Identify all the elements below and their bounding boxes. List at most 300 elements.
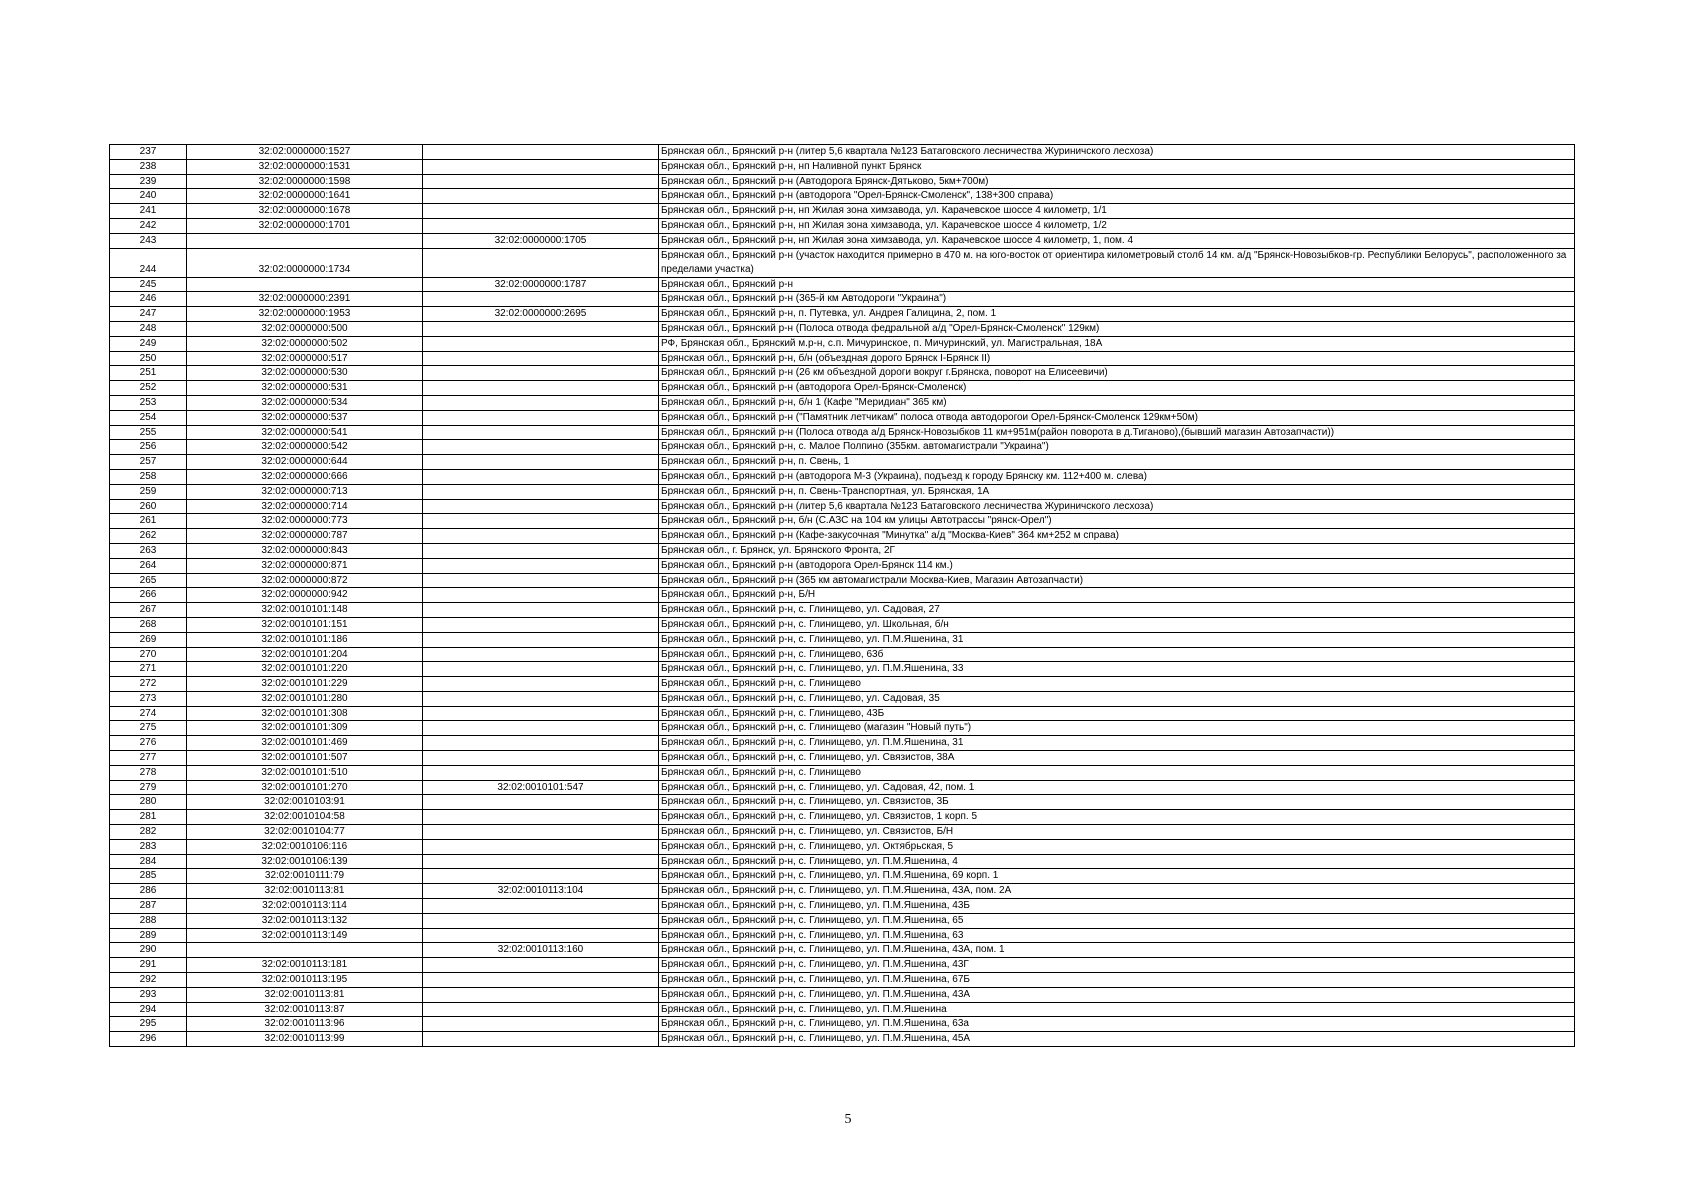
row-number-cell: 249 [110,336,187,351]
address-cell: Брянская обл., Брянский р-н (365-й км Автодороги "Украина") [659,292,1575,307]
table-row [110,884,1575,899]
row-number-cell: 270 [110,647,187,662]
address-cell: Брянская обл., Брянский р-н, с. Глинищево, ул. П.М.Яшенина, 43А, пом. 1 [659,943,1575,958]
table-row [110,987,1575,1002]
row-number-cell: 259 [110,484,187,499]
cadastral-number-cell: 32:02:0010101:280 [187,691,423,706]
linked-cadastral-number-cell [423,765,659,780]
address-cell: Брянская обл., Брянский р-н, б/н (С.АЗС на 104 км улицы Автотрассы "рянск-Орел") [659,514,1575,529]
row-number-cell: 287 [110,899,187,914]
cadastral-number-cell: 32:02:0010106:116 [187,839,423,854]
cadastral-number-cell: 32:02:0010101:469 [187,736,423,751]
table-row [110,218,1575,233]
table-row [110,765,1575,780]
cadastral-number-cell: 32:02:0000000:1953 [187,307,423,322]
cadastral-number-cell: 32:02:0010101:186 [187,632,423,647]
linked-cadastral-number-cell [423,721,659,736]
cadastral-number-cell: 32:02:0000000:644 [187,455,423,470]
address-cell: Брянская обл., Брянский р-н, с. Глинищево (магазин "Новый путь") [659,721,1575,736]
row-number-cell: 241 [110,204,187,219]
linked-cadastral-number-cell [423,854,659,869]
row-number-cell: 248 [110,321,187,336]
address-cell: Брянская обл., Брянский р-н, с. Глинищево, ул. Садовая, 42, пом. 1 [659,780,1575,795]
linked-cadastral-number-cell [423,795,659,810]
address-cell: Брянская обл., Брянский р-н, Б/Н [659,588,1575,603]
cadastral-number-cell: 32:02:0010101:507 [187,751,423,766]
table-row [110,277,1575,292]
address-cell: Брянская обл., Брянский р-н, с. Глинищево, ул. П.М.Яшенина, 4 [659,854,1575,869]
table-row [110,514,1575,529]
address-cell: Брянская обл., г. Брянск, ул. Брянского Фронта, 2Г [659,543,1575,558]
row-number-cell: 286 [110,884,187,899]
address-cell: Брянская обл., Брянский р-н, с. Глинищево [659,765,1575,780]
row-number-cell: 243 [110,233,187,248]
cadastral-number-cell: 32:02:0010113:87 [187,1002,423,1017]
table-row [110,677,1575,692]
cadastral-number-cell: 32:02:0010104:77 [187,825,423,840]
table-row [110,484,1575,499]
row-number-cell: 284 [110,854,187,869]
address-cell: Брянская обл., Брянский р-н, с. Глинищево, ул. Связистов, 38А [659,751,1575,766]
table-row [110,469,1575,484]
row-number-cell: 281 [110,810,187,825]
row-number-cell: 291 [110,958,187,973]
cadastral-number-cell: 32:02:0010101:510 [187,765,423,780]
cadastral-number-cell: 32:02:0010101:220 [187,662,423,677]
table-row [110,632,1575,647]
linked-cadastral-number-cell [423,706,659,721]
row-number-cell: 257 [110,455,187,470]
table-row [110,1017,1575,1032]
row-number-cell: 261 [110,514,187,529]
linked-cadastral-number-cell [423,736,659,751]
address-cell: Брянская обл., Брянский р-н, с. Глинищево, ул. П.М.Яшенина, 67Б [659,973,1575,988]
table-row [110,558,1575,573]
row-number-cell: 273 [110,691,187,706]
table-row [110,366,1575,381]
table-row [110,1002,1575,1017]
linked-cadastral-number-cell [423,529,659,544]
cadastral-number-cell: 32:02:0000000:714 [187,499,423,514]
table-row [110,204,1575,219]
row-number-cell: 280 [110,795,187,810]
address-cell: Брянская обл., Брянский р-н (Полоса отвода федральной а/д "Орел-Брянск-Смоленск" 129км) [659,321,1575,336]
linked-cadastral-number-cell [423,647,659,662]
address-cell: Брянская обл., Брянский р-н, с. Глинищево, 43Б [659,706,1575,721]
table-row [110,603,1575,618]
linked-cadastral-number-cell [423,381,659,396]
cadastral-number-cell: 32:02:0000000:787 [187,529,423,544]
row-number-cell: 258 [110,469,187,484]
address-cell: Брянская обл., Брянский р-н, нп Жилая зона химзавода, ул. Карачевское шоссе 4 километр, 1/1 [659,204,1575,219]
table-row [110,928,1575,943]
row-number-cell: 245 [110,277,187,292]
linked-cadastral-number-cell [423,321,659,336]
row-number-cell: 285 [110,869,187,884]
table-row [110,499,1575,514]
table-row [110,1032,1575,1047]
row-number-cell: 255 [110,425,187,440]
cadastral-number-cell: 32:02:0010101:270 [187,780,423,795]
address-cell: Брянская обл., Брянский р-н, б/н 1 (Кафе "Меридиан" 365 км) [659,395,1575,410]
table-row [110,321,1575,336]
cadastral-number-cell: 32:02:0010113:81 [187,884,423,899]
address-cell: Брянская обл., Брянский р-н, с. Глинищево, 63б [659,647,1575,662]
linked-cadastral-number-cell [423,336,659,351]
table-row [110,751,1575,766]
row-number-cell: 265 [110,573,187,588]
table-row [110,706,1575,721]
cadastral-number-cell: 32:02:0010113:132 [187,913,423,928]
cadastral-number-cell: 32:02:0000000:1734 [187,248,423,277]
linked-cadastral-number-cell [423,603,659,618]
row-number-cell: 294 [110,1002,187,1017]
cadastral-number-cell: 32:02:0000000:843 [187,543,423,558]
address-cell: Брянская обл., Брянский р-н, нп Жилая зона химзавода, ул. Карачевское шоссе 4 километр, 1/2 [659,218,1575,233]
linked-cadastral-number-cell [423,973,659,988]
cadastral-number-cell: 32:02:0000000:1598 [187,174,423,189]
row-number-cell: 288 [110,913,187,928]
table-row [110,159,1575,174]
table-row [110,307,1575,322]
row-number-cell: 262 [110,529,187,544]
row-number-cell: 263 [110,543,187,558]
table-row [110,647,1575,662]
cadastral-number-cell: 32:02:0010104:58 [187,810,423,825]
row-number-cell: 250 [110,351,187,366]
address-cell: Брянская обл., Брянский р-н, с. Глинищево, ул. П.М.Яшенина, 45А [659,1032,1575,1047]
linked-cadastral-number-cell [423,351,659,366]
address-cell: Брянская обл., Брянский р-н ("Памятник летчикам" полоса отвода автодорогои Орел-Брянск-Смоленск 129км+50м) [659,410,1575,425]
linked-cadastral-number-cell: 32:02:0000000:2695 [423,307,659,322]
table-row [110,958,1575,973]
address-cell: Брянская обл., Брянский р-н, с. Глинищево [659,677,1575,692]
address-cell: Брянская обл., Брянский р-н (365 км автомагистрали Москва-Киев, Магазин Автозапчасти) [659,573,1575,588]
address-cell: Брянская обл., Брянский р-н, нп Жилая зона химзавода, ул. Карачевское шоссе 4 километр, 1, пом. 4 [659,233,1575,248]
linked-cadastral-number-cell [423,825,659,840]
address-cell: Брянская обл., Брянский р-н, с. Малое Полпино (355км. автомагистрали "Украина") [659,440,1575,455]
row-number-cell: 283 [110,839,187,854]
linked-cadastral-number-cell [423,204,659,219]
cadastral-number-cell: 32:02:0000000:666 [187,469,423,484]
row-number-cell: 293 [110,987,187,1002]
linked-cadastral-number-cell [423,617,659,632]
table-row [110,351,1575,366]
table-row [110,617,1575,632]
cadastral-number-cell: 32:02:0000000:1701 [187,218,423,233]
table-row [110,440,1575,455]
row-number-cell: 272 [110,677,187,692]
table-row [110,292,1575,307]
cadastral-number-cell: 32:02:0010103:91 [187,795,423,810]
address-cell: Брянская обл., Брянский р-н, п. Свень, 1 [659,455,1575,470]
linked-cadastral-number-cell: 32:02:0000000:1705 [423,233,659,248]
address-cell: Брянская обл., Брянский р-н, с. Глинищево, ул. П.М.Яшенина, 33 [659,662,1575,677]
table-row [110,410,1575,425]
cadastral-number-cell: 32:02:0000000:1641 [187,189,423,204]
address-cell: Брянская обл., Брянский р-н, с. Глинищево, ул. П.М.Яшенина, 69 корп. 1 [659,869,1575,884]
cadastral-number-cell: 32:02:0000000:942 [187,588,423,603]
cadastral-number-cell: 32:02:0010113:149 [187,928,423,943]
address-cell: Брянская обл., Брянский р-н, с. Глинищево, ул. Садовая, 35 [659,691,1575,706]
table-row [110,336,1575,351]
address-cell: Брянская обл., Брянский р-н, нп Наливной пункт Брянск [659,159,1575,174]
linked-cadastral-number-cell [423,543,659,558]
linked-cadastral-number-cell [423,839,659,854]
table-row [110,662,1575,677]
linked-cadastral-number-cell [423,958,659,973]
linked-cadastral-number-cell [423,514,659,529]
address-cell: Брянская обл., Брянский р-н, с. Глинищево, ул. П.М.Яшенина, 65 [659,913,1575,928]
cadastral-number-cell: 32:02:0010113:114 [187,899,423,914]
row-number-cell: 247 [110,307,187,322]
linked-cadastral-number-cell [423,189,659,204]
row-number-cell: 253 [110,395,187,410]
linked-cadastral-number-cell [423,410,659,425]
row-number-cell: 278 [110,765,187,780]
address-cell: Брянская обл., Брянский р-н, с. Глинищево, ул. Школьная, б/н [659,617,1575,632]
cadastral-number-cell: 32:02:0000000:500 [187,321,423,336]
row-number-cell: 269 [110,632,187,647]
linked-cadastral-number-cell [423,174,659,189]
linked-cadastral-number-cell [423,395,659,410]
row-number-cell: 238 [110,159,187,174]
linked-cadastral-number-cell [423,869,659,884]
cadastral-number-cell: 32:02:0000000:534 [187,395,423,410]
table-row [110,691,1575,706]
cadastral-number-cell: 32:02:0010113:81 [187,987,423,1002]
linked-cadastral-number-cell [423,248,659,277]
linked-cadastral-number-cell [423,499,659,514]
table-row [110,189,1575,204]
linked-cadastral-number-cell [423,558,659,573]
cadastral-number-cell: 32:02:0000000:531 [187,381,423,396]
cadastral-number-cell: 32:02:0000000:530 [187,366,423,381]
address-cell: Брянская обл., Брянский р-н, с. Глинищево, ул. П.М.Яшенина, 43А [659,987,1575,1002]
table-row [110,913,1575,928]
linked-cadastral-number-cell [423,573,659,588]
linked-cadastral-number-cell [423,899,659,914]
linked-cadastral-number-cell [423,677,659,692]
cadastral-number-cell: 32:02:0010101:148 [187,603,423,618]
row-number-cell: 275 [110,721,187,736]
address-cell: Брянская обл., Брянский р-н, с. Глинищево, ул. Связистов, 3Б [659,795,1575,810]
table-row [110,233,1575,248]
linked-cadastral-number-cell: 32:02:0010113:104 [423,884,659,899]
table-row [110,869,1575,884]
linked-cadastral-number-cell [423,469,659,484]
address-cell: Брянская обл., Брянский р-н [659,277,1575,292]
row-number-cell: 237 [110,145,187,160]
row-number-cell: 240 [110,189,187,204]
address-cell: Брянская обл., Брянский р-н (литер 5,6 квартала №123 Батаговского лесничества Журиничского лесхоза) [659,145,1575,160]
table-row [110,825,1575,840]
cadastral-number-cell: 32:02:0010113:195 [187,973,423,988]
linked-cadastral-number-cell [423,455,659,470]
row-number-cell: 274 [110,706,187,721]
linked-cadastral-number-cell [423,751,659,766]
address-cell: Брянская обл., Брянский р-н (автодорога Орел-Брянск 114 км.) [659,558,1575,573]
address-cell: Брянская обл., Брянский р-н, п. Свень-Транспортная, ул. Брянская, 1А [659,484,1575,499]
table-body [110,145,1575,1047]
cadastral-number-cell: 32:02:0000000:1678 [187,204,423,219]
row-number-cell: 242 [110,218,187,233]
row-number-cell: 256 [110,440,187,455]
linked-cadastral-number-cell [423,425,659,440]
linked-cadastral-number-cell [423,913,659,928]
cadastral-number-cell: 32:02:0000000:871 [187,558,423,573]
table-row [110,543,1575,558]
cadastral-number-cell: 32:02:0000000:542 [187,440,423,455]
row-number-cell: 290 [110,943,187,958]
row-number-cell: 244 [110,248,187,277]
linked-cadastral-number-cell [423,366,659,381]
table-row [110,588,1575,603]
property-table [109,144,1575,1047]
address-cell: Брянская обл., Брянский р-н (автодорога "Орел-Брянск-Смоленск", 138+300 справа) [659,189,1575,204]
cadastral-number-cell: 32:02:0010101:204 [187,647,423,662]
cadastral-number-cell: 32:02:0000000:1531 [187,159,423,174]
row-number-cell: 266 [110,588,187,603]
address-cell: Брянская обл., Брянский р-н (Автодорога Брянск-Дятьково, 5км+700м) [659,174,1575,189]
linked-cadastral-number-cell [423,440,659,455]
address-cell: Брянская обл., Брянский р-н, с. Глинищево, ул. Садовая, 27 [659,603,1575,618]
address-cell: Брянская обл., Брянский р-н (участок находится примерно в 470 м. на юго-восток от ориентира километровый столб 14 км. а/д "Брянск-Новозыбков-гр. Республики Белорусь", расположенного за пределами участка) [659,248,1575,277]
table-row [110,395,1575,410]
cadastral-number-cell: 32:02:0000000:541 [187,425,423,440]
row-number-cell: 268 [110,617,187,632]
table-row [110,854,1575,869]
address-cell: Брянская обл., Брянский р-н, с. Глинищево, ул. П.М.Яшенина, 31 [659,736,1575,751]
address-cell: Брянская обл., Брянский р-н (автодорога М-3 (Украина), подъезд к городу Брянску км. 112+400 м. слева) [659,469,1575,484]
cadastral-number-cell: 32:02:0000000:872 [187,573,423,588]
table-row [110,573,1575,588]
cadastral-number-cell: 32:02:0000000:713 [187,484,423,499]
table-row [110,145,1575,160]
table-row [110,780,1575,795]
linked-cadastral-number-cell [423,1032,659,1047]
cadastral-number-cell: 32:02:0010101:308 [187,706,423,721]
row-number-cell: 296 [110,1032,187,1047]
linked-cadastral-number-cell: 32:02:0010113:160 [423,943,659,958]
table-row [110,810,1575,825]
linked-cadastral-number-cell [423,484,659,499]
table-row [110,248,1575,277]
linked-cadastral-number-cell [423,588,659,603]
linked-cadastral-number-cell [423,1002,659,1017]
address-cell: Брянская обл., Брянский р-н, с. Глинищево, ул. Связистов, 1 корп. 5 [659,810,1575,825]
table-row [110,381,1575,396]
address-cell: Брянская обл., Брянский р-н, с. Глинищево, ул. П.М.Яшенина [659,1002,1575,1017]
address-cell: Брянская обл., Брянский р-н (литер 5,6 квартала №123 Батаговского лесничества Журиничского лесхоза) [659,499,1575,514]
cadastral-number-cell: 32:02:0000000:502 [187,336,423,351]
linked-cadastral-number-cell [423,810,659,825]
row-number-cell: 277 [110,751,187,766]
table-row [110,455,1575,470]
cadastral-number-cell: 32:02:0010101:309 [187,721,423,736]
linked-cadastral-number-cell [423,292,659,307]
address-cell: Брянская обл., Брянский р-н (Кафе-закусочная "Минутка" а/д "Москва-Киев" 364 км+252 м справа) [659,529,1575,544]
row-number-cell: 264 [110,558,187,573]
cadastral-number-cell: 32:02:0010113:96 [187,1017,423,1032]
address-cell: Брянская обл., Брянский р-н, с. Глинищево, ул. П.М.Яшенина, 63а [659,1017,1575,1032]
linked-cadastral-number-cell [423,662,659,677]
row-number-cell: 271 [110,662,187,677]
row-number-cell: 279 [110,780,187,795]
address-cell: Брянская обл., Брянский р-н, с. Глинищево, ул. П.М.Яшенина, 43А, пом. 2А [659,884,1575,899]
linked-cadastral-number-cell [423,691,659,706]
address-cell: Брянская обл., Брянский р-н, с. Глинищево, ул. П.М.Яшенина, 63 [659,928,1575,943]
row-number-cell: 292 [110,973,187,988]
cadastral-number-cell: 32:02:0010101:151 [187,617,423,632]
address-cell: Брянская обл., Брянский р-н (автодорога Орел-Брянск-Смоленск) [659,381,1575,396]
linked-cadastral-number-cell [423,632,659,647]
table-row [110,943,1575,958]
cadastral-number-cell: 32:02:0010113:99 [187,1032,423,1047]
page-number: 5 [844,1112,852,1127]
address-cell: Брянская обл., Брянский р-н, с. Глинищево, ул. П.М.Яшенина, 43Г [659,958,1575,973]
cadastral-number-cell: 32:02:0000000:517 [187,351,423,366]
table-row [110,174,1575,189]
linked-cadastral-number-cell [423,218,659,233]
row-number-cell: 239 [110,174,187,189]
cadastral-number-cell: 32:02:0000000:773 [187,514,423,529]
address-cell: Брянская обл., Брянский р-н (26 км объездной дороги вокруг г.Брянска, поворот на Елисеевичи) [659,366,1575,381]
address-cell: Брянская обл., Брянский р-н, с. Глинищево, ул. П.М.Яшенина, 43Б [659,899,1575,914]
cadastral-number-cell: 32:02:0000000:1527 [187,145,423,160]
row-number-cell: 260 [110,499,187,514]
linked-cadastral-number-cell: 32:02:0000000:1787 [423,277,659,292]
cadastral-number-cell: 32:02:0010111:79 [187,869,423,884]
row-number-cell: 246 [110,292,187,307]
address-cell: Брянская обл., Брянский р-н, б/н (объездная дорого Брянск I-Брянск II) [659,351,1575,366]
table-row [110,721,1575,736]
table-row [110,899,1575,914]
address-cell: Брянская обл., Брянский р-н, п. Путевка, ул. Андрея Галицина, 2, пом. 1 [659,307,1575,322]
cadastral-number-cell [187,233,423,248]
table-row [110,736,1575,751]
table-row [110,795,1575,810]
address-cell: РФ, Брянская обл., Брянский м.р-н, с.п. Мичуринское, п. Мичуринский, ул. Магистральная, 18А [659,336,1575,351]
linked-cadastral-number-cell [423,928,659,943]
address-cell: Брянская обл., Брянский р-н, с. Глинищево, ул. Октябрьская, 5 [659,839,1575,854]
linked-cadastral-number-cell: 32:02:0010101:547 [423,780,659,795]
table-row [110,839,1575,854]
cadastral-number-cell: 32:02:0000000:537 [187,410,423,425]
row-number-cell: 252 [110,381,187,396]
address-cell: Брянская обл., Брянский р-н, с. Глинищево, ул. П.М.Яшенина, 31 [659,632,1575,647]
linked-cadastral-number-cell [423,145,659,160]
cadastral-number-cell [187,277,423,292]
row-number-cell: 254 [110,410,187,425]
linked-cadastral-number-cell [423,1017,659,1032]
cadastral-number-cell: 32:02:0010113:181 [187,958,423,973]
row-number-cell: 295 [110,1017,187,1032]
row-number-cell: 282 [110,825,187,840]
row-number-cell: 276 [110,736,187,751]
cadastral-number-cell: 32:02:0000000:2391 [187,292,423,307]
address-cell: Брянская обл., Брянский р-н (Полоса отвода а/д Брянск-Новозыбков 11 км+951м(район поворота в д.Тиганово),(бывший магазин Автозапчасти)) [659,425,1575,440]
address-cell: Брянская обл., Брянский р-н, с. Глинищево, ул. Связистов, Б/Н [659,825,1575,840]
row-number-cell: 289 [110,928,187,943]
cadastral-number-cell: 32:02:0010106:139 [187,854,423,869]
linked-cadastral-number-cell [423,159,659,174]
cadastral-number-cell: 32:02:0010101:229 [187,677,423,692]
row-number-cell: 251 [110,366,187,381]
cadastral-number-cell [187,943,423,958]
linked-cadastral-number-cell [423,987,659,1002]
table-row [110,973,1575,988]
